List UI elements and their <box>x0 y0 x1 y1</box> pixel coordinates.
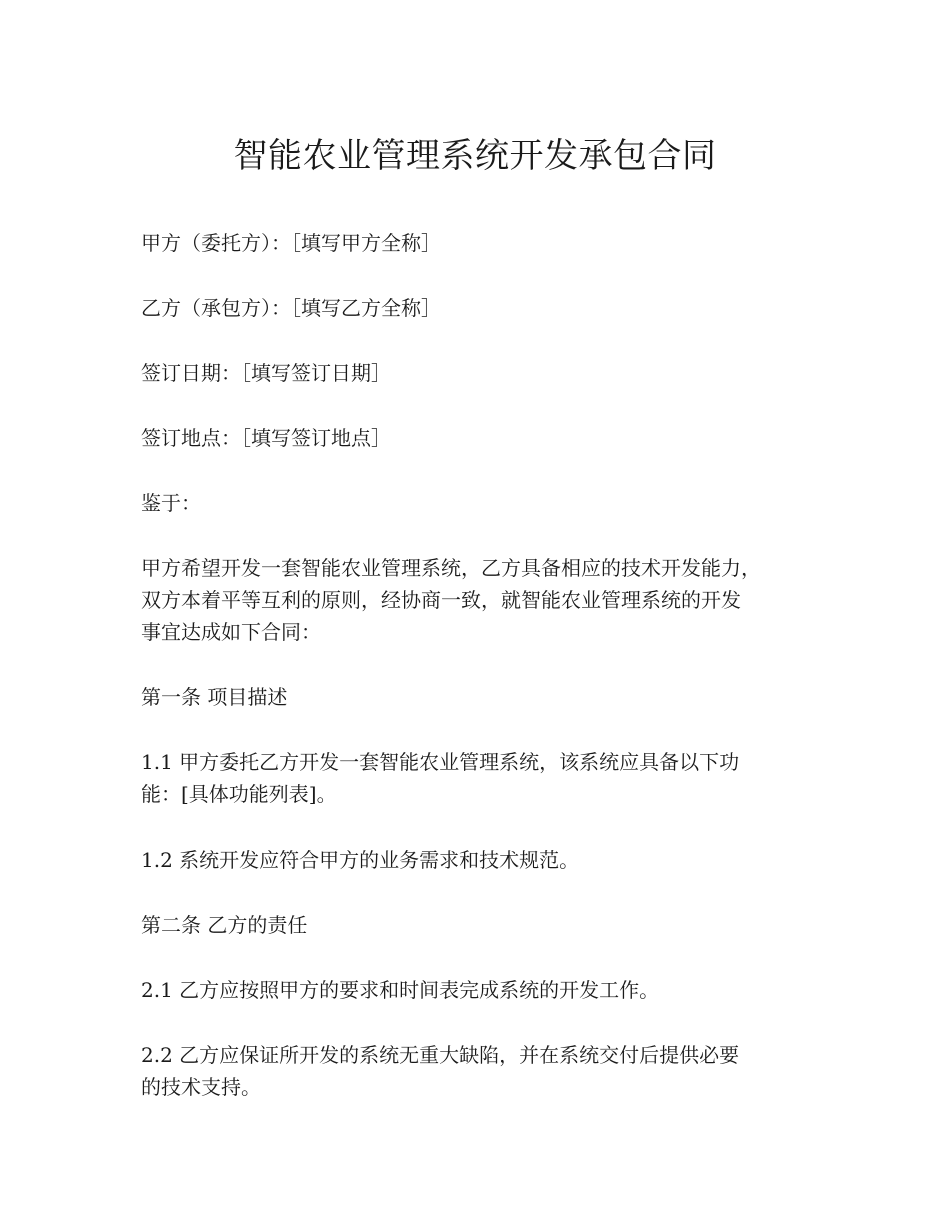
clause-1-2: 1.2 系统开发应符合甲方的业务需求和技术规范。 <box>141 848 580 872</box>
clause-2-1: 2.1 乙方应按照甲方的要求和时间表完成系统的开发工作。 <box>141 978 660 1002</box>
article-2-heading: 第二条 乙方的责任 <box>141 913 308 937</box>
party-b-line: 乙方（承包方）：［填写乙方全称］ <box>141 296 441 320</box>
clause-1-1: 1.1 甲方委托乙方开发一套智能农业管理系统，该系统应具备以下功 能：[具体功能列表]。 <box>141 750 740 806</box>
party-a-line: 甲方（委托方）：［填写甲方全称］ <box>141 231 441 255</box>
whereas-heading: 鉴于： <box>141 491 201 515</box>
sign-place-line: 签订地点：［填写签订地点］ <box>141 426 391 450</box>
contract-title: 智能农业管理系统开发承包合同 <box>233 136 717 176</box>
article-1-heading: 第一条 项目描述 <box>141 685 288 709</box>
clause-2-2: 2.2 乙方应保证所开发的系统无重大缺陷，并在系统交付后提供必要 的技术支持。 <box>141 1043 740 1099</box>
whereas-body: 甲方希望开发一套智能农业管理系统，乙方具备相应的技术开发能力， 双方本着平等互利的原则，经协商一致，就智能农业管理系统的开发 事宜达成如下合同： <box>141 556 761 644</box>
sign-date-line: 签订日期：［填写签订日期］ <box>141 361 391 385</box>
